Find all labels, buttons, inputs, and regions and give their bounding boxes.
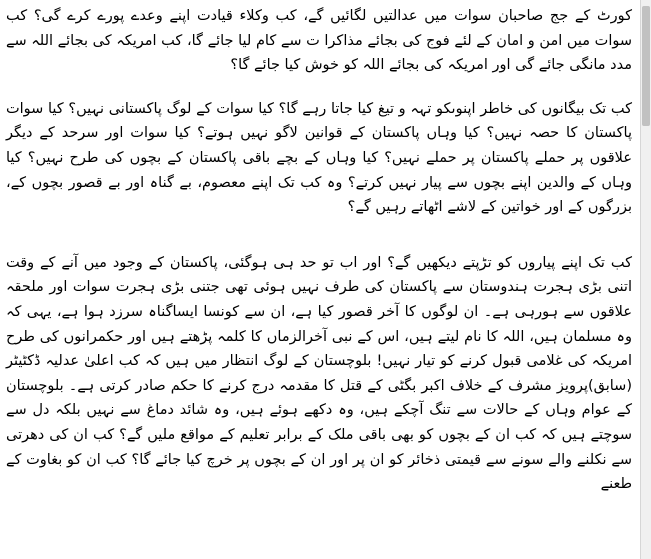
paragraph-migration-balochistan: کب تک اپنے پیاروں کو تڑپتے دیکھیں گے؟ اور اب تو حد ہی ہوگئی، پاکستان کے وجود میں آنے کے وقت اتنی بڑی ہجرت ہندوستان سے پاکستان کی طرف نہیں ہوئی تھی جتنی بڑی ہجرت سوات اور ملحقہ علاقوں سے ہورہی ہے۔ ان لوگوں کا آخر قصور کیا ہے، ان سے کونسا ایساگناہ سرزد ہوا ہے، یہی کہ وہ مسلمان ہیں، اللہ کا نام لیتے ہیں، اس کے نبی آخرالزماں کا کلمہ پڑھتے ہیں اور حکمرانوں کی طرح امریکہ کی غلامی قبول کرنے کو تیار نہیں! بلوچستان کے لوگ انتظار میں ہیں کہ کب اعلیٰ عدلیہ ڈکٹیٹر (سابق)پرویز مشرف کے خلاف اکبر بگٹی کے قتل کا مقدمہ درج کرنے کا حکم صادر کرتی ہے۔ بلوچستان کے عوام وہاں کے حالات سے تنگ آچکے ہیں، وہ دکھے ہوئے ہیں، وہ شائد دماغ سے نہیں بلکہ دل سے سوچتے ہیں کہ کب ان کے بچوں کو بھی باقی ملک کے برابر تعلیم کے مواقع ملیں گے؟ کب ان کی دھرتی سے نکلنے والے سونے سے قیمتی ذخائر کو ان پر اور ان کے بچوں پر خرچ کیا جائے گا؟ کب ان کو بغاوت کے طعنے <box>6 254 632 493</box>
vertical-scrollbar[interactable] <box>640 0 651 559</box>
paragraph-swat-questions: کب تک بیگانوں کی خاطر اپنوںکو تہہ و تیغ کیا جاتا رہے گا؟ کیا سوات کے لوگ پاکستانی نہیں؟ کیا سوات پاکستان کا حصہ نہیں؟ کیا وہاں پاکستان کے قوانین لاگو نہیں ہوتے؟ کیا سوات اور سرحد کے دیگر علاقوں پر حملے پاکستان پر حملے نہیں؟ کیا وہاں کے بچے باقی پاکستان کے بچوں کی طرح نہیں؟ کیا وہاں کے والدین اپنے بچوں سے پیار نہیں کرتے؟ وہ کب تک اپنے معصوم، بے گناہ اور بے قصور بچوں کے، بزرگوں کے اور خواتین کے لاشے اٹھاتے رہیں گے؟ <box>6 100 632 216</box>
paragraph-court-judges: کورٹ کے جج صاحبان سوات میں عدالتیں لگائیں گے، کب وکلاء قیادت اپنے وعدے پورے کرے گی؟ کب سوات میں امن و امان کے لئے فوج کی بجائے مذاکرا ت سے کام لیا جائے گا، کب امریکہ کی بجائے اللہ سے مدد مانگی جائے گی اور امریکہ کی بجائے اللہ کو خوش کیا جائے گا؟ <box>6 8 632 74</box>
scrollbar-thumb[interactable] <box>642 6 650 126</box>
